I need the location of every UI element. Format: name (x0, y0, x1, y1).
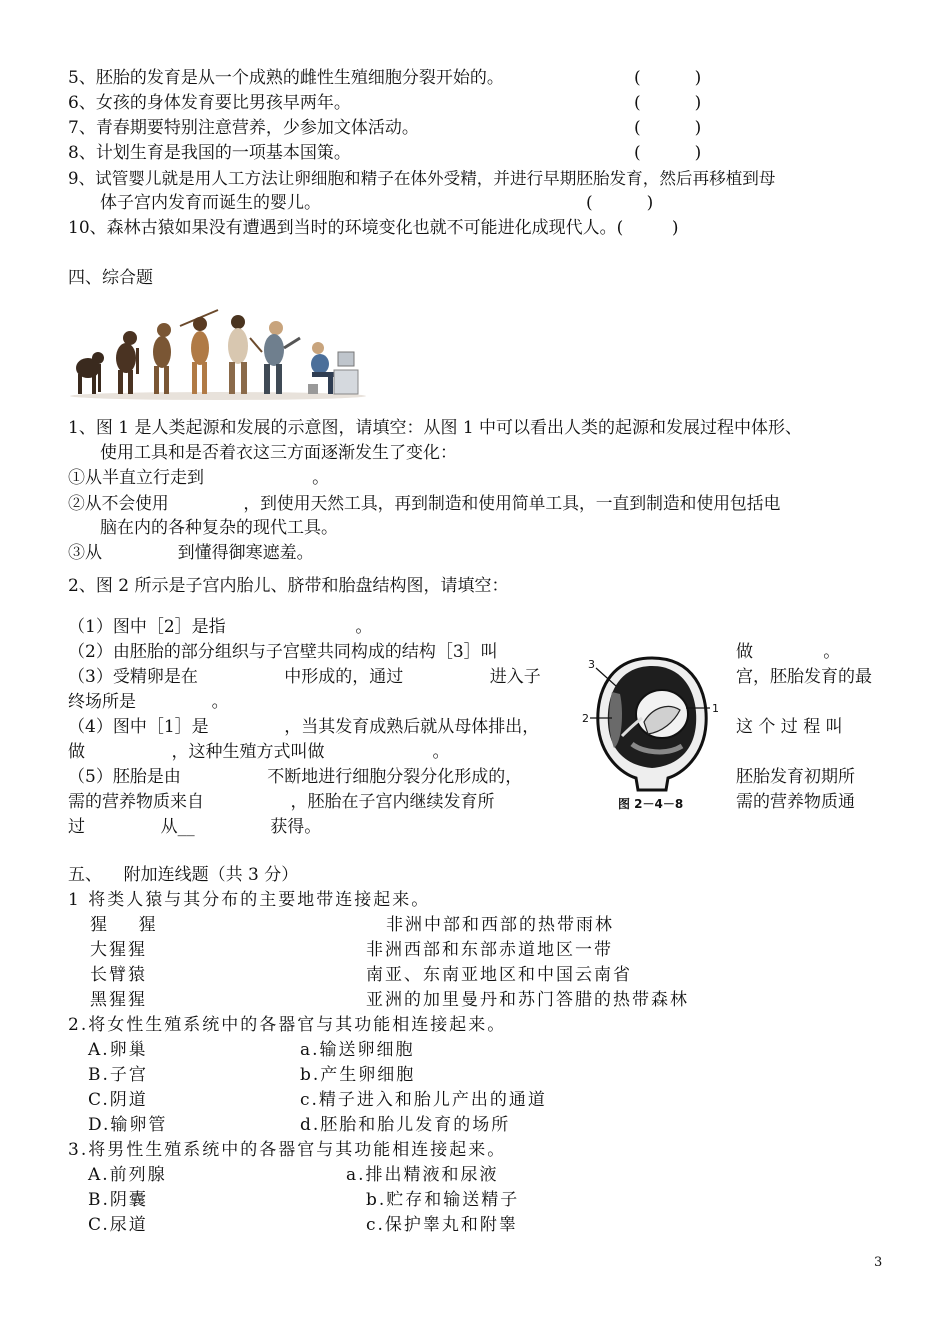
q4-2-2-right: 做 。 (736, 642, 841, 662)
male-organ-1: B.阴囊 (88, 1190, 148, 1210)
male-organ-2: C.尿道 (88, 1215, 148, 1235)
judge-bracket-8: ( ) (634, 143, 702, 163)
uterus-diagram (582, 652, 722, 792)
judge-item-7: 7、青春期要特别注意营养，少参加文体活动。 (68, 118, 419, 138)
judge-item-9-line2: 体子宫内发育而诞生的婴儿。 (100, 193, 321, 213)
figure-label-3: 3 (588, 658, 595, 671)
q4-1-line2: 使用工具和是否着衣这三方面逐渐发生了变化： (100, 443, 457, 463)
q4-1-c: ③从 到懂得御寒遮羞。 (68, 543, 314, 563)
ape-left-1: 大猩猩 (90, 940, 147, 960)
female-organ-3: D.输卵管 (88, 1115, 168, 1135)
judge-item-8: 8、计划生育是我国的一项基本国策。 (68, 143, 351, 163)
q4-2-5-last: 过 从__ 获得。 (68, 817, 322, 837)
female-function-3: d.胚胎和胎儿发育的场所 (300, 1115, 511, 1135)
q4-2-3-right: 宫，胚胎发育的最 (736, 667, 872, 687)
q4-1-b-line2: 脑在内的各种复杂的现代工具。 (100, 518, 338, 538)
q4-1-b-line1: ②从不会使用 ，到使用天然工具，再到制造和使用简单工具，一直到制造和使用包括电 (68, 493, 781, 513)
q4-2-2-left: （2）由胚胎的部分组织与子宫壁共同构成的结构［3］叫 (68, 642, 498, 662)
q4-2-3-left: （3）受精卵是在 中形成的，通过 进入子 (68, 667, 541, 687)
female-function-2: c.精子进入和胎儿产出的通道 (300, 1090, 547, 1110)
judge-item-9-line1: 9、试管婴儿就是用人工方法让卵细胞和精子在体外受精，并进行早期胚胎发育，然后再移植到母 (68, 169, 776, 188)
q4-2-4-cont: 做 ，这种生殖方式叫做 。 (68, 742, 450, 762)
q4-2-5-left: （5）胚胎是由 不断地进行细胞分裂分化形成的， (68, 767, 523, 787)
early-hominid-figure (116, 331, 139, 394)
q4-2-4-left: （4）图中［1］是 ，当其发育成熟后就从母体排出， (68, 717, 540, 737)
section5-heading: 五、 附加连线题（共 3 分） (68, 865, 299, 885)
page-number: 3 (874, 1255, 883, 1270)
q4-1-line1: 1、图 1 是人类起源和发展的示意图，请填空：从图 1 中可以看出人类的起源和发展过程中体形、 (68, 418, 803, 438)
section5-q1-title: 1 将类人猿与其分布的主要地带连接起来。 (68, 890, 431, 910)
worker-figure (264, 321, 300, 394)
q4-2-1: （1）图中［2］是指 。 (68, 617, 373, 637)
section4-heading: 四、综合题 (68, 268, 153, 288)
female-function-1: b.产生卵细胞 (300, 1065, 416, 1085)
female-organ-0: A.卵巢 (88, 1040, 148, 1060)
computer-user-figure (308, 342, 358, 394)
q4-2-title: 2、图 2 所示是子宫内胎儿、脐带和胎盘结构图，请填空： (68, 576, 509, 596)
ape-left-2: 长臂猿 (90, 965, 147, 985)
judge-bracket-9: ( ) (586, 193, 654, 213)
judge-bracket-6: ( ) (634, 93, 702, 113)
hunter-figure (180, 310, 218, 394)
hominid-figure (153, 323, 171, 394)
ground-shadow (70, 392, 366, 400)
male-organ-0: A.前列腺 (88, 1165, 167, 1185)
q4-2-5-cont-left: 需的营养物质来自 ，胚胎在子宫内继续发育所 (68, 792, 495, 812)
figure-caption: 图 2－4－8 (618, 797, 684, 811)
figure-label-2: 2 (582, 712, 589, 725)
q4-1-a: ①从半直立行走到 。 (68, 468, 330, 488)
section5-q3-title: 3.将男性生殖系统中的各器官与其功能相连接起来。 (68, 1140, 507, 1160)
judge-item-5: 5、胚胎的发育是从一个成熟的雌性生殖细胞分裂开始的。 (68, 68, 504, 88)
judge-item-10: 10、森林古猿如果没有遭遇到当时的环境变化也就不可能进化成现代人。( ) (68, 218, 679, 238)
ape-left-3: 黑猩猩 (90, 990, 147, 1010)
female-organ-1: B.子宫 (88, 1065, 148, 1085)
habitat-right-3: 亚洲的加里曼丹和苏门答腊的热带森林 (366, 990, 689, 1010)
uterus-figure (582, 652, 722, 812)
caveman-figure (228, 315, 262, 394)
habitat-right-2: 南亚、东南亚地区和中国云南省 (366, 965, 632, 985)
male-function-0: a.排出精液和尿液 (346, 1165, 499, 1185)
habitat-right-1: 非洲西部和东部赤道地区一带 (366, 940, 613, 960)
q4-2-5-cont-right: 需的营养物质通 (736, 792, 855, 812)
habitat-right-0: 非洲中部和西部的热带雨林 (386, 915, 614, 935)
male-function-2: c.保护睾丸和附睾 (366, 1215, 518, 1235)
q4-2-4-right: 这 个 过 程 叫 (736, 717, 843, 737)
female-organ-2: C.阴道 (88, 1090, 148, 1110)
judge-bracket-5: ( ) (634, 68, 702, 88)
judge-item-6: 6、女孩的身体发育要比男孩早两年。 (68, 93, 351, 113)
q4-2-3-cont: 终场所是 。 (68, 692, 229, 712)
female-function-0: a.输送卵细胞 (300, 1040, 415, 1060)
judge-bracket-7: ( ) (634, 118, 702, 138)
q4-2-5-right: 胚胎发育初期所 (736, 767, 855, 787)
human-evolution-figure (68, 308, 368, 400)
section5-q2-title: 2.将女性生殖系统中的各器官与其功能相连接起来。 (68, 1015, 507, 1035)
figure-label-1: 1 (712, 702, 719, 715)
ape-figure (76, 352, 104, 394)
ape-left-0: 猩 猩 (90, 915, 158, 935)
male-function-1: b.贮存和输送精子 (366, 1190, 520, 1210)
